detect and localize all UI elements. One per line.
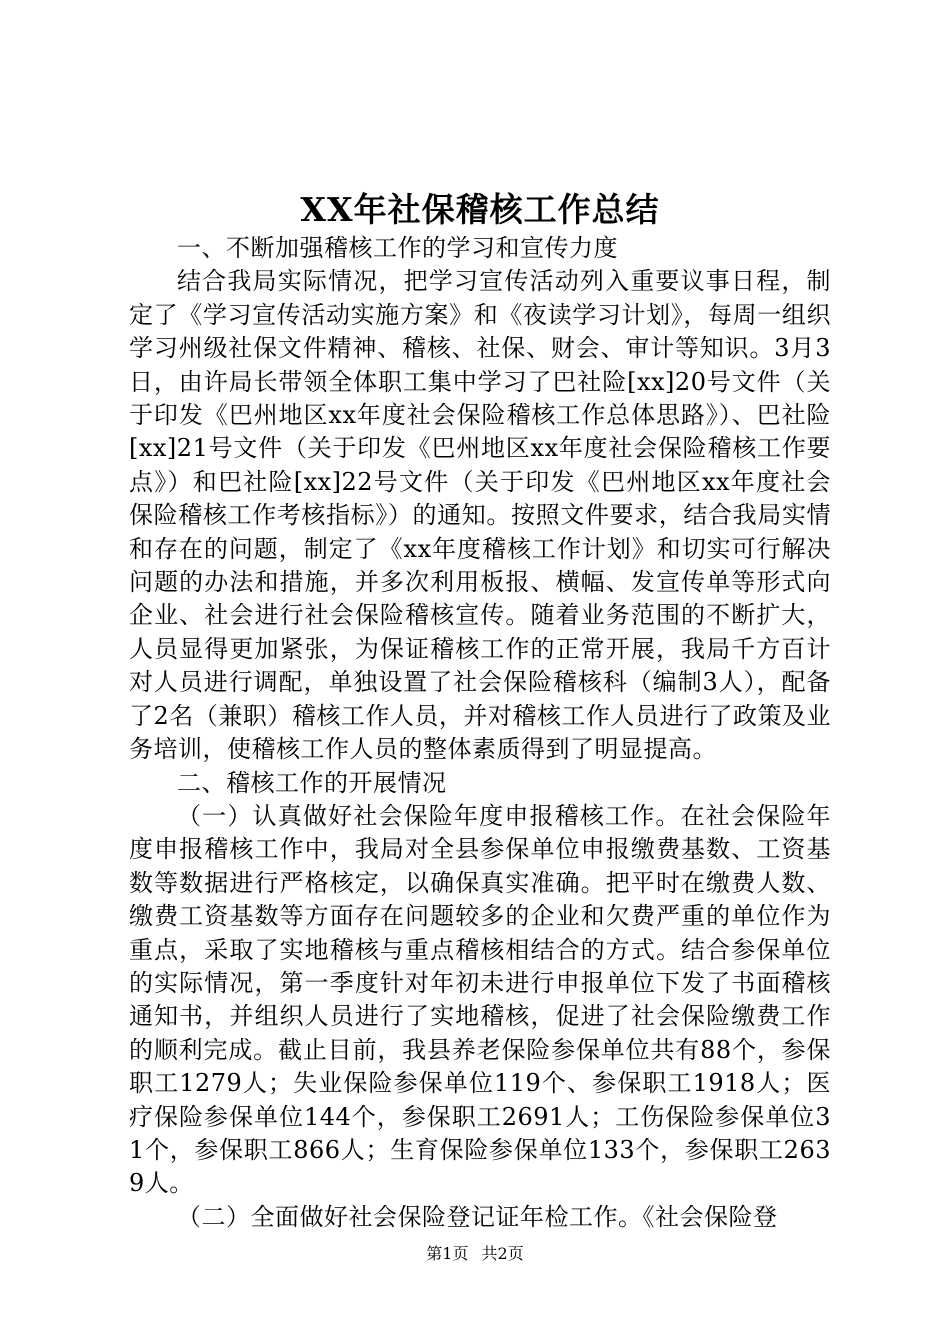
paragraph-1: 结合我局实际情况，把学习宣传活动列入重要议事日程，制定了《学习宣传活动实施方案》和《夜读学习计划》，每周一组织学习州级社保文件精神、稽核、社保、财会、审计等知识。3月3日，由许局长带领全体职工集中学习了巴社险[xx]20号文件（关于印发《巴州地区xx年度社会保险稽核工作总体思路》）、巴社险[xx]21号文件（关于印发《巴州地区xx年度社会保险稽核工作要点》）和巴社险[xx]22号文件（关于印发《巴州地区xx年度社会保险稽核工作考核指标》）的通知。按照文件要求，结合我局实情和存在的问题，制定了《xx年度稽核工作计划》和切实可行解决问题的办法和措施，并多次利用板报、横幅、发宣传单等形式向企业、社会进行社会保险稽核宣传。随着业务范围的不断扩大，人员显得更加紧张，为保证稽核工作的正常开展，我局千方百计对人员进行调配，单独设置了社会保险稽核科（编制3人），配备了2名（兼职）稽核工作人员，并对稽核工作人员进行了政策及业务培训，使稽核工作人员的整体素质得到了明显提高。 — [129, 267, 831, 764]
document-title: XX年社保稽核工作总结 — [300, 190, 660, 229]
paragraph-2: （一）认真做好社会保险年度申报稽核工作。在社会保险年度申报稽核工作中，我局对全县参保单位申报缴费基数、工资基数等数据进行严格核定，以确保真实准确。把平时在缴费人数、缴费工资基数等方面存在问题较多的企业和欠费严重的单位作为重点，采取了实地稽核与重点稽核相结合的方式。结合参保单位的实际情况，第一季度针对年初未进行申报单位下发了书面稽核通知书，并组织人员进行了实地稽核，促进了社会保险缴费工作的顺利完成。截止目前，我县养老保险参保单位共有88个，参保职工1279人；失业保险参保单位119个、参保职工1918人；医疗保险参保单位144个，参保职工2691人；工伤保险参保单位31个，参保职工866人；生育保险参保单位133个，参保职工2639人。 — [129, 801, 831, 1198]
page-footer — [0, 1244, 950, 1264]
paragraph-3: （二）全面做好社会保险登记证年检工作。《社会保险登 — [177, 1202, 778, 1231]
page-total: 共2页 — [481, 1244, 524, 1263]
document-page — [129, 190, 831, 1234]
section-heading-1: 一、不断加强稽核工作的学习和宣传力度 — [177, 234, 618, 262]
page-number: 第1页 — [426, 1244, 469, 1263]
section-heading-2: 二、稽核工作的开展情况 — [177, 768, 447, 797]
